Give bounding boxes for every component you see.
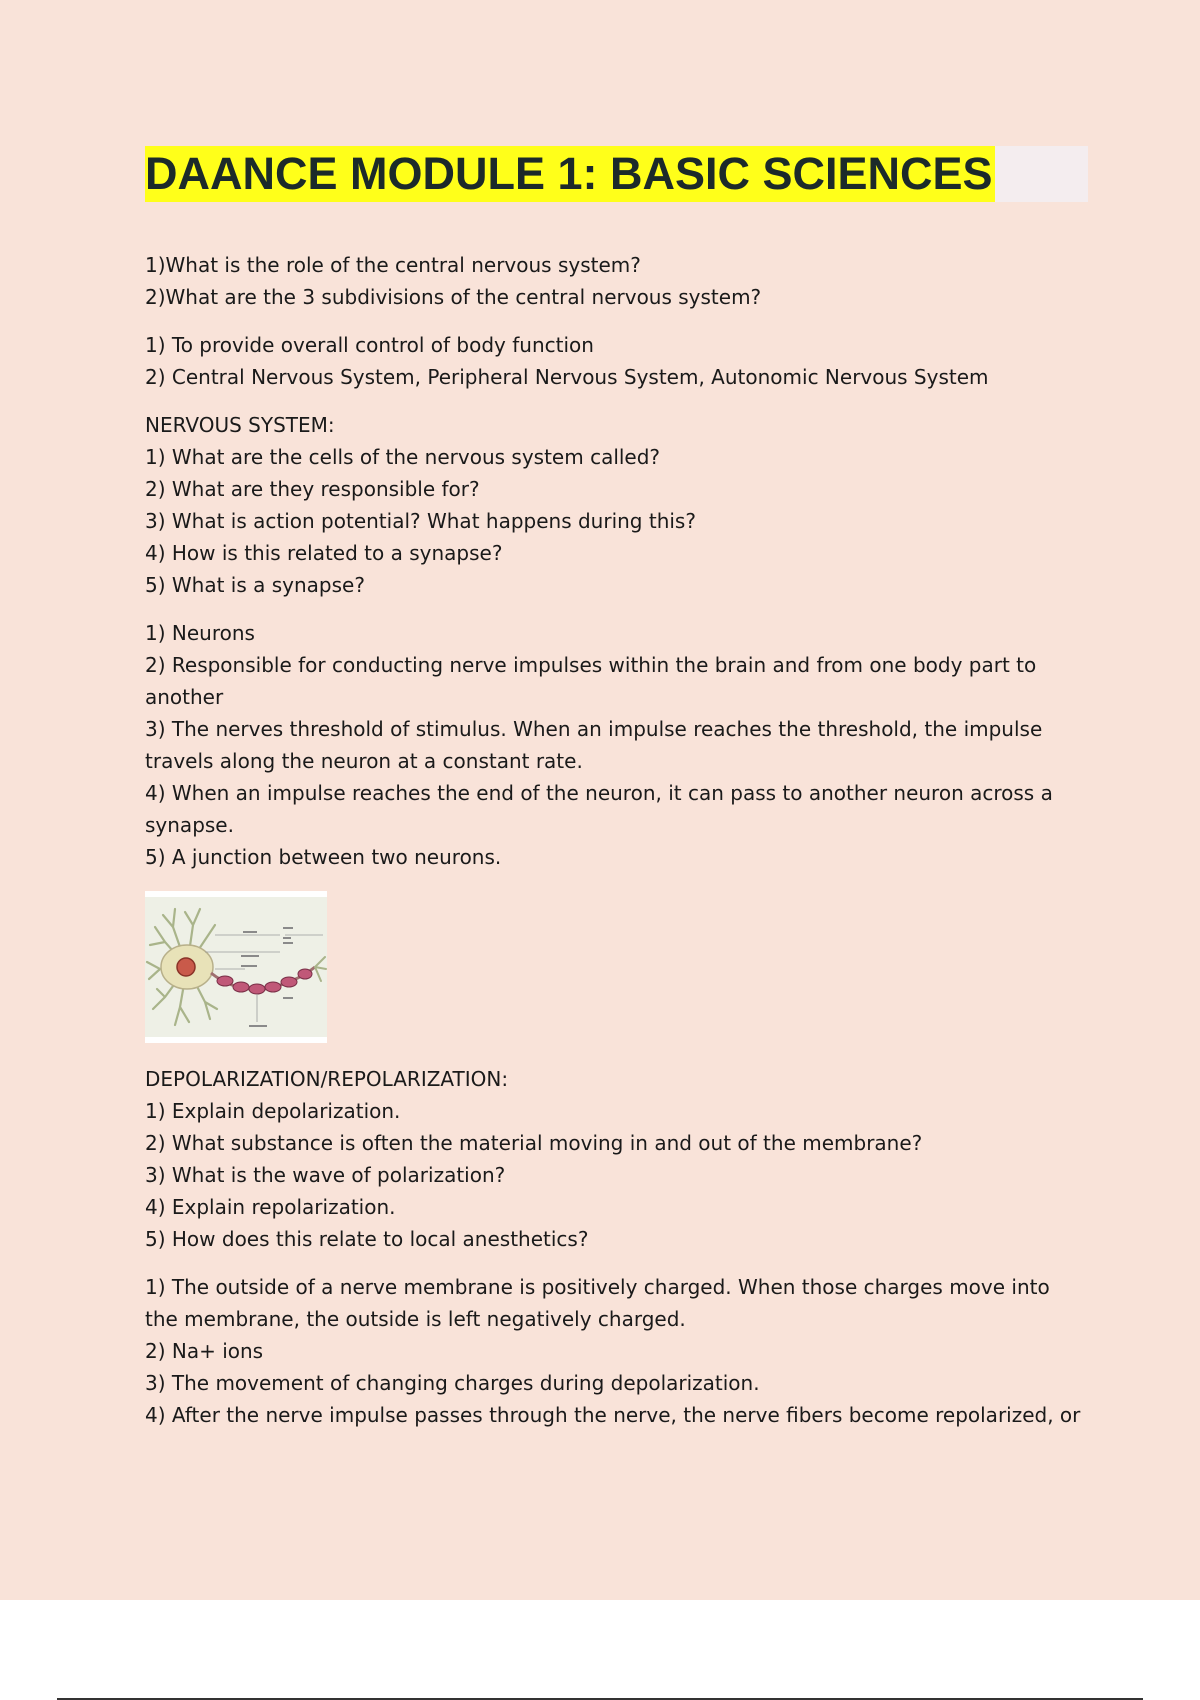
neuron-diagram-image [145,891,327,1043]
answer-line: 1) Neurons [145,621,255,645]
depolarization-answers [145,1271,1081,1431]
question-line: 3) What is the wave of polarization? [145,1163,506,1187]
depolarization-questions [145,1063,1070,1255]
question-line: 5) What is a synapse? [145,573,365,597]
question-line: 4) Explain repolarization. [145,1195,396,1219]
question-line: 3) What is action potential? What happens during this? [145,509,696,533]
answer-line: 3) The nerves threshold of stimulus. When an impulse reaches the threshold, the impulse travels along the neuron at a constant rate. [145,717,1043,773]
question-line: 1)What is the role of the central nervous system? [145,253,641,277]
intro-answers [145,329,1070,393]
section-heading: DEPOLARIZATION/REPOLARIZATION: [145,1067,509,1091]
title-bar [145,146,1088,202]
answer-line: 2) Central Nervous System, Peripheral Nervous System, Autonomic Nervous System [145,365,989,389]
answer-line: 4) When an impulse reaches the end of the neuron, it can pass to another neuron across a synapse. [145,781,1053,837]
answer-line: 3) The movement of changing charges during depolarization. [145,1371,760,1395]
question-line: 5) How does this relate to local anesthetics? [145,1227,589,1251]
document-body [145,249,1081,1431]
question-line: 4) How is this related to a synapse? [145,541,503,565]
question-line: 2)What are the 3 subdivisions of the central nervous system? [145,285,762,309]
nervous-system-answers [145,617,1070,873]
question-line: 1) What are the cells of the nervous system called? [145,445,661,469]
answer-line: 1) To provide overall control of body function [145,333,594,357]
answer-line: 1) The outside of a nerve membrane is positively charged. When those charges move into the membrane, the outside is left negatively charged. [145,1275,1050,1331]
answer-line: 4) After the nerve impulse passes through the nerve, the nerve fibers become repolarized, or [145,1403,1081,1427]
answer-line: 2) Responsible for conducting nerve impulses within the brain and from one body part to another [145,653,1037,709]
intro-questions [145,249,1070,313]
nervous-system-questions [145,409,1070,601]
answer-line: 5) A junction between two neurons. [145,845,502,869]
document-title: DAANCE MODULE 1: BASIC SCIENCES [145,146,995,202]
question-line: 1) Explain depolarization. [145,1099,401,1123]
question-line: 2) What are they responsible for? [145,477,480,501]
answer-line: 2) Na+ ions [145,1339,264,1363]
question-line: 2) What substance is often the material moving in and out of the membrane? [145,1131,923,1155]
section-heading: NERVOUS SYSTEM: [145,413,335,437]
neuron-illustration [145,897,327,1037]
